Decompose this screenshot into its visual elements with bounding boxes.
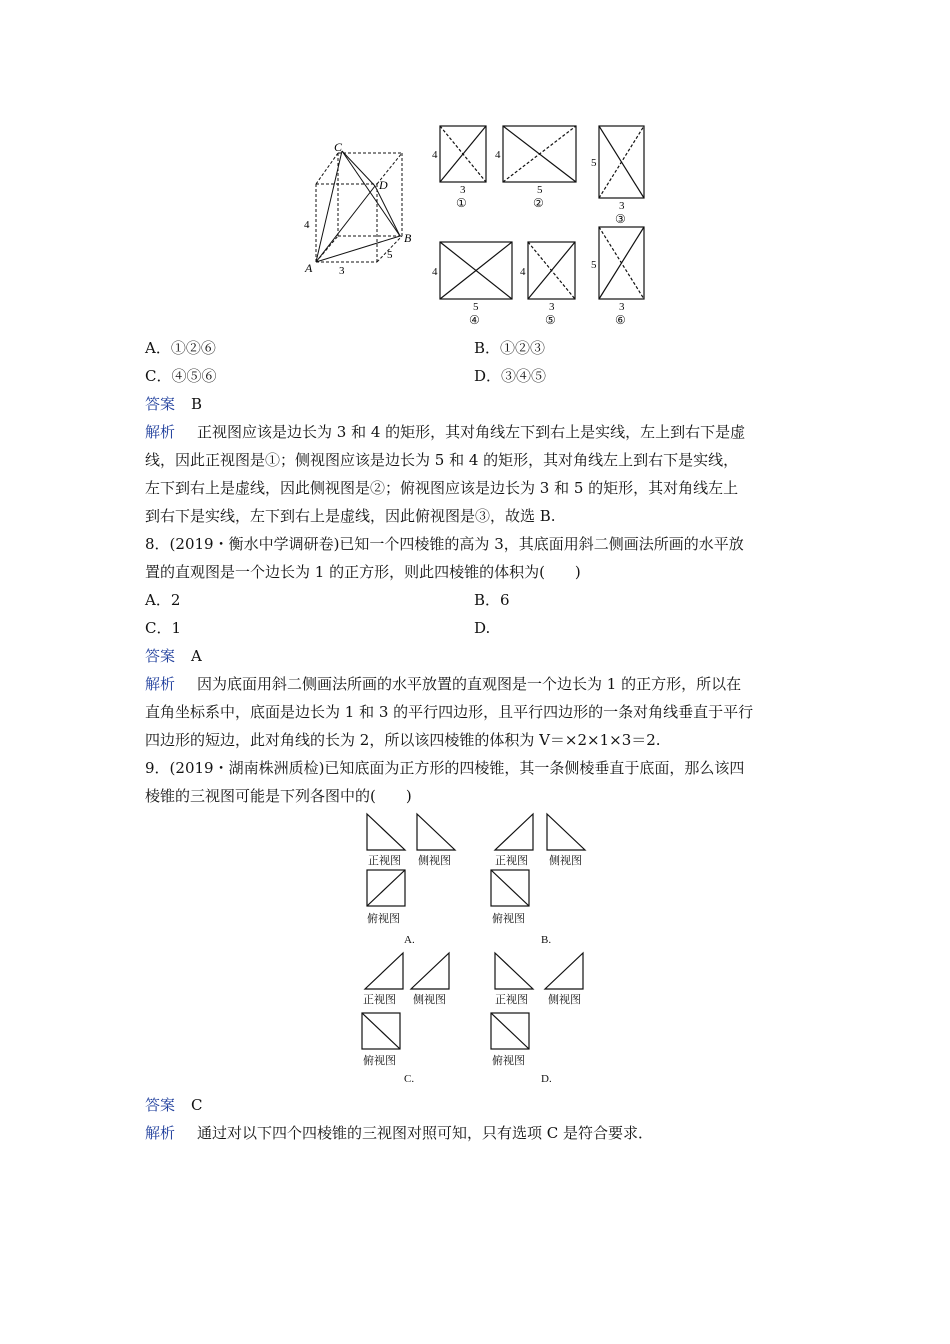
q7-analysis-line: 到右下是实线，左下到右上是虚线，因此俯视图是③，故选 B. bbox=[145, 507, 556, 525]
q8-analysis-label: 解析 bbox=[145, 675, 176, 693]
q7-analysis-line: 线，因此正视图是①；侧视图应该是边长为 5 和 4 的矩形，其对角线左上到右下是实线， bbox=[145, 451, 739, 469]
side-view-label-a: 侧视图 bbox=[418, 855, 451, 867]
q8-option-a: A．2 bbox=[145, 591, 181, 609]
q8-option-c: C．1 bbox=[145, 619, 182, 637]
view-6-left: 5 bbox=[591, 259, 597, 271]
top-view-label-d: 俯视图 bbox=[492, 1055, 525, 1067]
view-1-left: 4 bbox=[432, 149, 438, 161]
q8-answer-label: 答案 bbox=[145, 647, 176, 665]
q8-analysis-line: 因为底面用斜二侧画法所画的水平放置的直观图是一个边长为 1 的正方形，所以在 bbox=[197, 675, 742, 693]
view-5-bottom: 3 bbox=[549, 301, 555, 313]
q7-option-b: B．①②③ bbox=[474, 339, 546, 357]
cuboid-figure bbox=[300, 135, 430, 280]
front-view-label-b: 正视图 bbox=[495, 855, 528, 867]
q9-analysis-label: 解析 bbox=[145, 1124, 176, 1142]
view-5-left: 4 bbox=[520, 266, 526, 278]
side-view-label-d: 侧视图 bbox=[548, 994, 581, 1006]
view-4-num: ④ bbox=[469, 313, 480, 327]
vertex-b-label: B bbox=[404, 231, 412, 245]
vertex-d-label: D bbox=[379, 178, 388, 192]
view-2-left: 4 bbox=[495, 149, 501, 161]
view-3-left: 5 bbox=[591, 157, 597, 169]
view-3-bottom: 3 bbox=[619, 200, 625, 212]
q8-analysis-line: 四边形的短边，此对角线的长为 2，所以该四棱锥的体积为 V＝×2×1×3＝2. bbox=[145, 731, 661, 749]
view-4-bottom: 5 bbox=[473, 301, 479, 313]
q9-stem-line: 棱锥的三视图可能是下列各图中的( ) bbox=[145, 787, 412, 805]
q7-option-c: C．④⑤⑥ bbox=[145, 367, 217, 385]
q7-analysis-line: 左下到右上是虚线，因此侧视图是②；俯视图应该是边长为 3 和 5 的矩形，其对角线左上 bbox=[145, 479, 739, 497]
q9-analysis: 通过对以下四个四棱锥的三视图对照可知，只有选项 C 是符合要求． bbox=[197, 1124, 654, 1142]
front-view-label-a: 正视图 bbox=[368, 855, 401, 867]
vertex-c-label: C bbox=[334, 140, 343, 154]
q7-answer-label: 答案 bbox=[145, 395, 176, 413]
q8-option-d: D. bbox=[474, 619, 491, 637]
q9-stem-line: 9．(2019・湖南株洲质检)已知底面为正方形的四棱锥，其一条侧棱垂直于底面，那么该四 bbox=[145, 759, 745, 777]
choice-b-label: B. bbox=[541, 934, 552, 946]
choice-c-label: C. bbox=[404, 1073, 415, 1085]
view-6-num: ⑥ bbox=[615, 313, 626, 327]
q7-analysis-label: 解析 bbox=[145, 423, 176, 441]
q8-analysis-line: 直角坐标系中，底面是边长为 1 和 3 的平行四边形，且平行四边形的一条对角线垂直于平行 bbox=[145, 703, 754, 721]
front-view-label-d: 正视图 bbox=[495, 994, 528, 1006]
view-3-num: ③ bbox=[615, 212, 626, 226]
q8-option-b: B．6 bbox=[474, 591, 510, 609]
view-2-bottom: 5 bbox=[537, 184, 543, 196]
top-view-label-c: 俯视图 bbox=[363, 1055, 396, 1067]
q7-option-a: A．①②⑥ bbox=[145, 339, 216, 357]
q9-answer-label: 答案 bbox=[145, 1096, 176, 1114]
choice-a-label: A. bbox=[404, 934, 415, 946]
view-1-bottom: 3 bbox=[460, 184, 466, 196]
view-4-left: 4 bbox=[432, 266, 438, 278]
view-1-num: ① bbox=[456, 196, 467, 210]
vertex-a-label: A bbox=[305, 261, 313, 275]
q9-answer: C bbox=[191, 1096, 203, 1114]
view-5-num: ⑤ bbox=[545, 313, 556, 327]
three-views-figure bbox=[355, 808, 600, 1088]
side-view-label-b: 侧视图 bbox=[549, 855, 582, 867]
height-label: 4 bbox=[304, 219, 310, 231]
depth-label: 5 bbox=[387, 249, 393, 261]
q8-answer: A bbox=[191, 647, 202, 665]
q8-stem-line: 8．(2019・衡水中学调研卷)已知一个四棱锥的高为 3，其底面用斜二侧画法所画的水平放 bbox=[145, 535, 744, 553]
q7-answer: B bbox=[191, 395, 203, 413]
q7-analysis-line: 正视图应该是边长为 3 和 4 的矩形，其对角线左下到右上是实线，左上到右下是虚 bbox=[197, 423, 746, 441]
q8-stem-line: 置的直观图是一个边长为 1 的正方形，则此四棱锥的体积为( ) bbox=[145, 563, 581, 581]
view-2-num: ② bbox=[533, 196, 544, 210]
q7-option-d: D．③④⑤ bbox=[474, 367, 547, 385]
top-view-label-b: 俯视图 bbox=[492, 913, 525, 925]
top-view-label-a: 俯视图 bbox=[367, 913, 400, 925]
width-label: 3 bbox=[339, 265, 345, 277]
front-view-label-c: 正视图 bbox=[363, 994, 396, 1006]
view-6-bottom: 3 bbox=[619, 301, 625, 313]
six-views-figure bbox=[425, 118, 655, 333]
side-view-label-c: 侧视图 bbox=[413, 994, 446, 1006]
choice-d-label: D. bbox=[541, 1073, 552, 1085]
